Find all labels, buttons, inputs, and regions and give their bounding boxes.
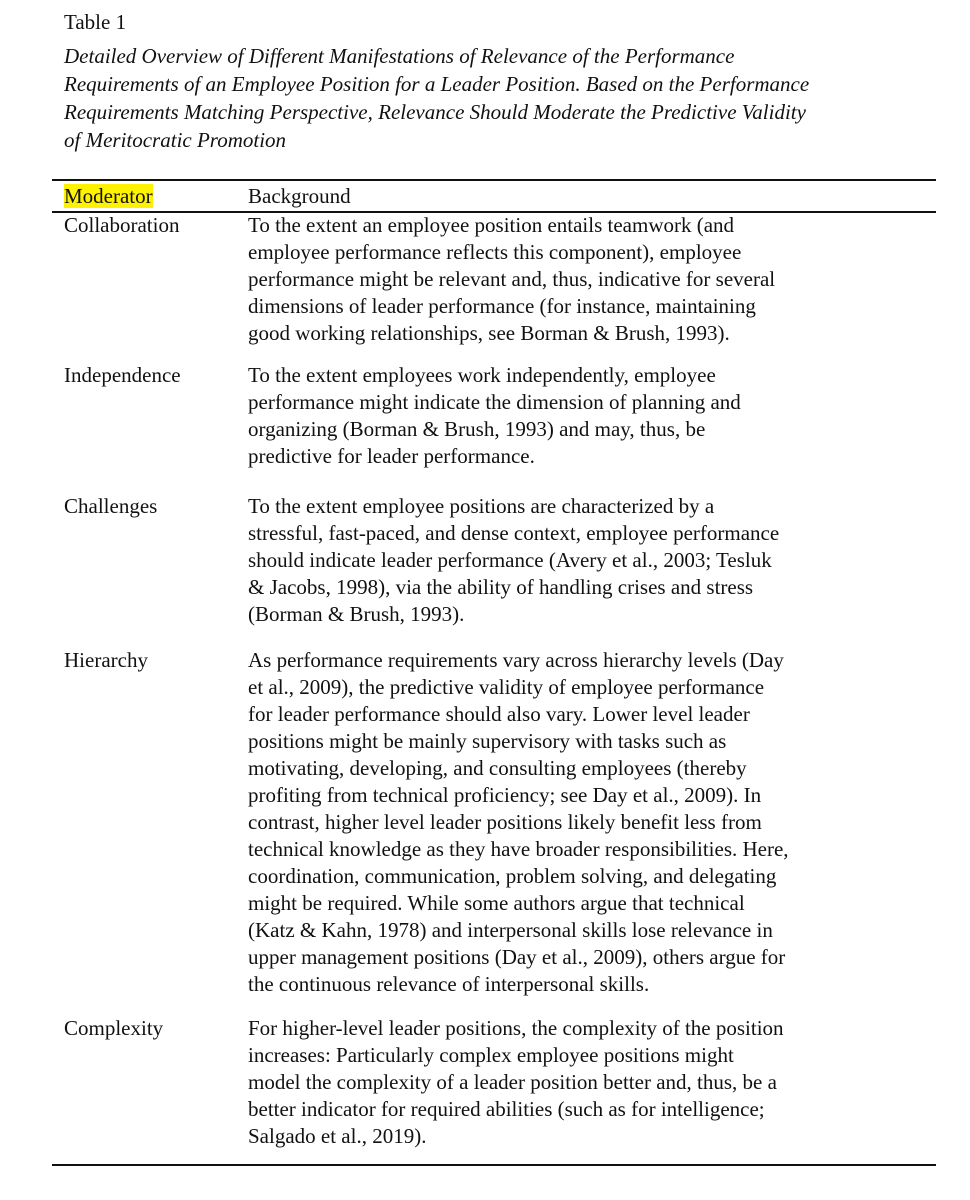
caption-line: Requirements of an Employee Position for a Leader Position. Based on the Performance: [64, 72, 810, 96]
background-cell: [248, 212, 860, 347]
table-top-rule: [52, 179, 936, 181]
moderator-cell: Challenges: [64, 494, 158, 518]
background-cell: [248, 1015, 860, 1150]
background-line: dimensions of leader performance (for instance, maintaining: [248, 294, 756, 318]
background-line: As performance requirements vary across hierarchy levels (Day: [248, 648, 784, 672]
background-line: et al., 2009), the predictive validity of employee performance: [248, 675, 765, 699]
caption-line: of Meritocratic Promotion: [64, 128, 287, 152]
background-line: organizing (Borman & Brush, 1993) and may, thus, be: [248, 417, 706, 441]
background-line: performance might be relevant and, thus, indicative for several: [248, 267, 776, 291]
table-bottom-rule: [52, 1164, 936, 1166]
background-line: for leader performance should also vary. Lower level leader: [248, 702, 750, 726]
caption-line: Requirements Matching Perspective, Relevance Should Moderate the Predictive Validity: [64, 100, 806, 124]
background-line: might be required. While some authors argue that technical: [248, 891, 745, 915]
background-line: should indicate leader performance (Avery et al., 2003; Tesluk: [248, 548, 772, 572]
background-line: good working relationships, see Borman & Brush, 1993).: [248, 321, 730, 345]
background-line: To the extent employee positions are characterized by a: [248, 494, 715, 518]
header-moderator-label: Moderator: [64, 184, 153, 208]
moderator-cell: Independence: [64, 363, 181, 387]
background-line: employee performance reflects this component), employee: [248, 240, 742, 264]
background-line: model the complexity of a leader position better and, thus, be a: [248, 1070, 777, 1094]
caption-line: Detailed Overview of Different Manifestations of Relevance of the Performance: [64, 44, 735, 68]
background-line: To the extent an employee position entails teamwork (and: [248, 213, 735, 237]
background-line: upper management positions (Day et al., 2009), others argue for: [248, 945, 786, 969]
background-line: stressful, fast-paced, and dense context, employee performance: [248, 521, 780, 545]
background-line: positions might be mainly supervisory with tasks such as: [248, 729, 727, 753]
moderator-cell: Hierarchy: [64, 648, 148, 672]
header-moderator: [64, 182, 153, 210]
background-line: increases: Particularly complex employee positions might: [248, 1043, 734, 1067]
background-cell: [248, 362, 860, 470]
background-cell: [248, 647, 860, 998]
background-line: motivating, developing, and consulting employees (thereby: [248, 756, 747, 780]
background-line: coordination, communication, problem solving, and delegating: [248, 864, 777, 888]
background-line: (Katz & Kahn, 1978) and interpersonal skills lose relevance in: [248, 918, 773, 942]
background-line: contrast, higher level leader positions likely benefit less from: [248, 810, 762, 834]
background-line: (Borman & Brush, 1993).: [248, 602, 465, 626]
moderator-cell: Complexity: [64, 1016, 164, 1040]
background-line: the continuous relevance of interpersonal skills.: [248, 972, 650, 996]
background-line: To the extent employees work independently, employee: [248, 363, 716, 387]
header-background: Background: [248, 184, 351, 208]
background-line: performance might indicate the dimension of planning and: [248, 390, 741, 414]
background-cell: [248, 493, 860, 628]
background-line: & Jacobs, 1998), via the ability of handling crises and stress: [248, 575, 754, 599]
table-label: Table 1: [64, 10, 127, 34]
table-caption: [64, 42, 944, 154]
background-line: better indicator for required abilities (such as for intelligence;: [248, 1097, 765, 1121]
background-line: profiting from technical proficiency; see Day et al., 2009). In: [248, 783, 762, 807]
background-line: Salgado et al., 2019).: [248, 1124, 427, 1148]
background-line: technical knowledge as they have broader responsibilities. Here,: [248, 837, 789, 861]
moderator-cell: Collaboration: [64, 213, 180, 237]
background-line: For higher-level leader positions, the complexity of the position: [248, 1016, 784, 1040]
background-line: predictive for leader performance.: [248, 444, 535, 468]
